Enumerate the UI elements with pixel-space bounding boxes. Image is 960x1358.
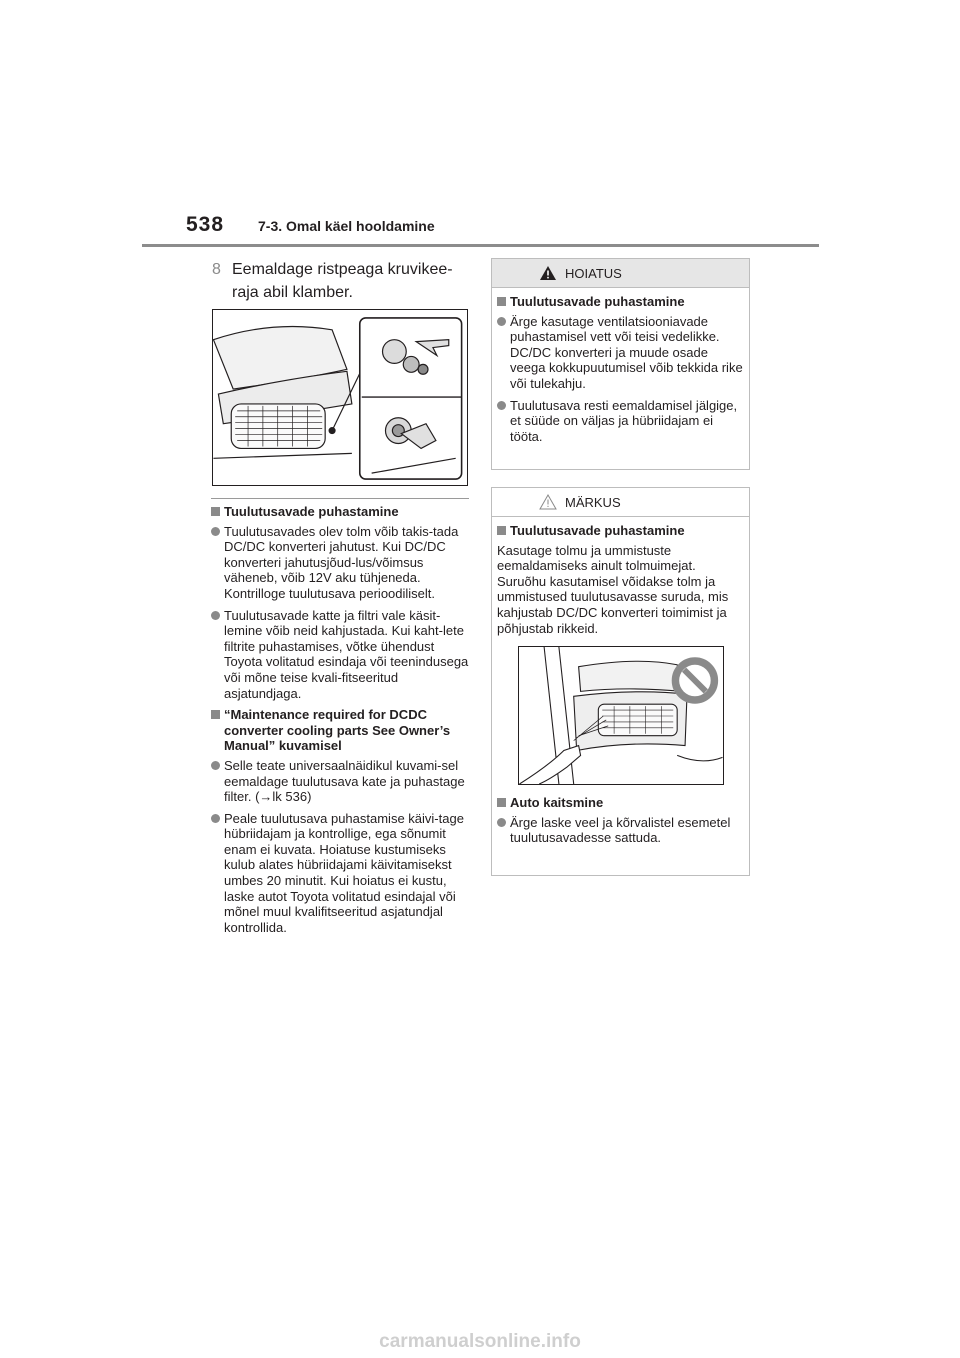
notice-paragraph: Kasutage tolmu ja ummistuste eemaldamiseks ainult tolmuimejat. Suruõhu kasutamisel võidakse tolm ja ummistused tuulutusavasse suruda, mis kahjustab DC/DC konverteri toimimist ja põhjustab rikkeid. [497,542,729,636]
list-item [497,398,743,445]
bullet-text: Tuulutusavade katte ja filtri vale käsit-lemine võib neid kahjustada. Kui kaht-lete filtrite puhastamises, võtke ühendust Toyota volitatud esindaja või teenindusega või mõne teise kvali-fitseeritud asjatundjaga. [224,607,469,701]
step-8 [212,258,472,304]
warning-title: HOIATUS [565,266,622,281]
bullet-text: Ärge laske veel ja kõrvalistel esemetel tuulutusavadesse sattuda. [510,814,731,846]
notice-triangle-icon [539,494,557,510]
notice-heading-car-protection: Auto kaitsmine [497,795,743,811]
notice-heading-vents: Tuulutusavade puhastamine [497,523,743,539]
warning-body [492,288,749,444]
bullet-dot-icon [211,611,220,620]
list-item [211,811,469,936]
heading-vent-cleaning: Tuulutusavade puhastamine [211,504,469,520]
bullet-text: Selle teate universaalnäidikul kuvami-sel eemaldage tuulutusava kate ja puhastage filter. (→lk 536) [224,757,465,805]
prohibited-brush-illustration [518,646,724,785]
warning-triangle-icon [539,265,557,281]
bullet-text: Tuulutusava resti eemaldamisel jälgige, et süüde on väljas ja hübriidajam ei tööta. [510,397,738,444]
vent-clip-illustration [212,309,468,486]
bullet-dot-icon [211,761,220,770]
heading-maintenance-message: “Maintenance required for DCDC converter cooling parts See Owner’s Manual” kuvamisel [211,707,469,754]
bullet-dot-icon [497,818,506,827]
header-divider [142,244,819,247]
column-divider [211,498,469,499]
notice-box [491,487,750,876]
notice-title: MÄRKUS [565,495,621,510]
list-item [497,314,743,392]
bullet-dot-icon [211,814,220,823]
list-item [211,608,469,702]
warning-box [491,258,750,470]
notice-header [492,488,749,517]
list-item [497,815,743,846]
watermark: carmanualsonline.info [379,1331,581,1352]
bullet-text: Peale tuulutusava puhastamise käivi-tage hübriidajam ja kontrollige, ega sõnumit enam ei kuvata. Hoiatuse kustumiseks kulub alates hübriidajami käivitamisekst umbes 20 minutit. Kui hoiatus ei kustu, laske autot Toyota volitatud esindajal või mõnel muul kvalifitseeritud asjatundjal kontrollida. [224,810,464,935]
page-number: 538 [186,213,225,236]
notice-body [492,517,749,846]
bullet-dot-icon [497,317,506,326]
list-item [211,524,469,602]
bullet-dot-icon [497,401,506,410]
warning-heading: Tuulutusavade puhastamine [497,294,743,310]
step-number: 8 [212,261,221,278]
left-column-text [211,498,469,941]
bullet-dot-icon [211,527,220,536]
warning-header [492,259,749,288]
list-item [211,758,469,805]
bullet-text: Ärge kasutage ventilatsiooniavade puhastamisel vett või teisi vedelikke. DC/DC konverteri ja muude osade veega kokkupuutumisel võib tekkida rike või tulekahju. [510,313,743,391]
section-title: 7-3. Omal käel hooldamine [258,218,435,234]
step-text: Eemaldage ristpeaga kruvikee-raja abil klamber. [232,261,453,301]
bullet-text: Tuulutusavades olev tolm võib takis-tada DC/DC konverteri jahutust. Kui DC/DC konverteri jahutusjõud-lus/võimsus väheneb, võib 12V aku tühjeneda. Kontrilloge tuulutusava perioodiliselt. [224,523,459,601]
